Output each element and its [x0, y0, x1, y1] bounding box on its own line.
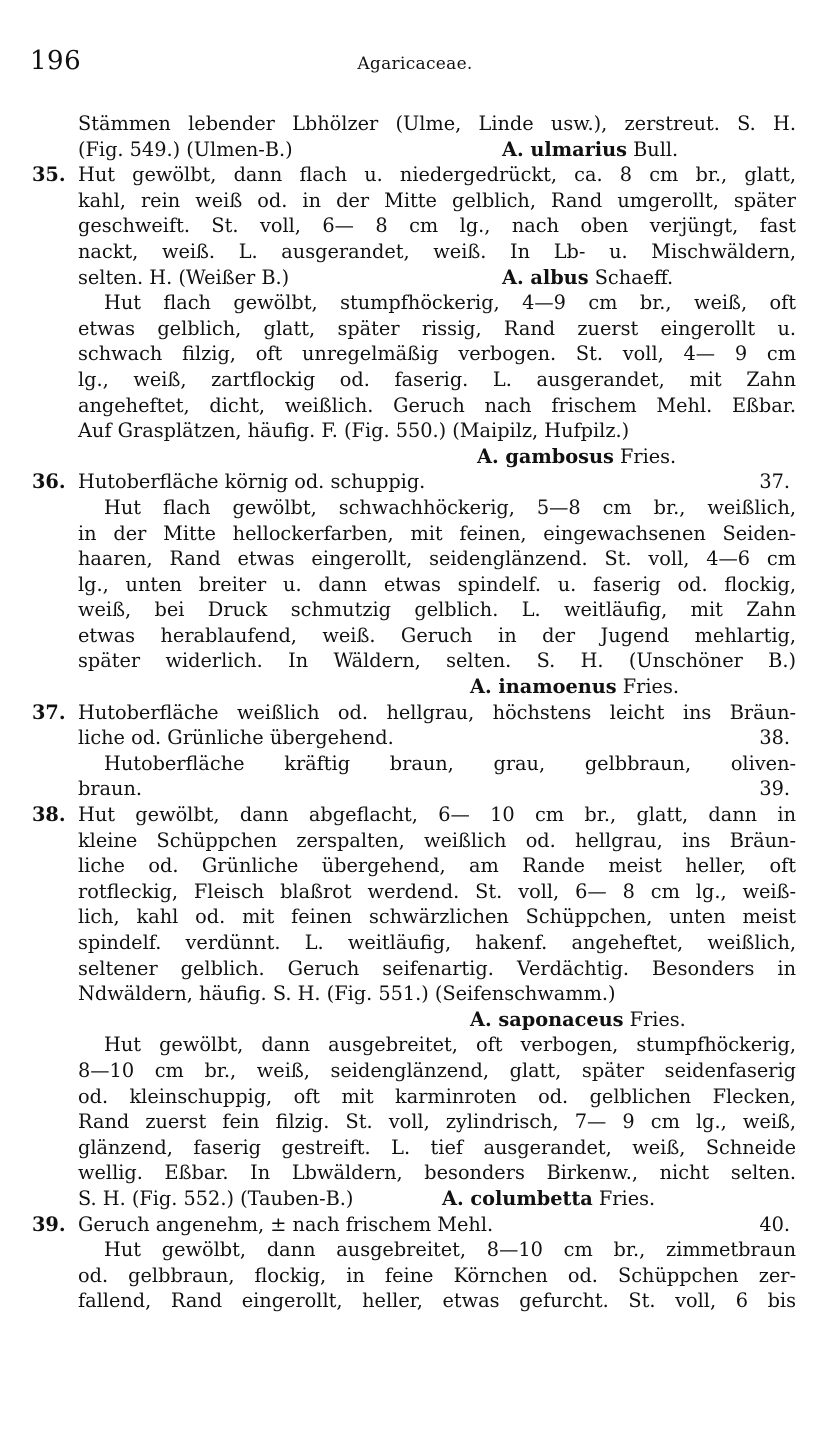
- line-text: Rand zuerst fein filzig. St. voll, zylindrisch, 7— 9 cm lg., weiß,: [78, 1110, 796, 1134]
- page-body: [32, 111, 796, 1314]
- line-text: rotfleckig, Fleisch blaßrot werdend. St. voll, 6— 8 cm lg., weiß-: [78, 879, 796, 903]
- running-title: Agaricaceae.: [357, 54, 473, 74]
- line-text: liche od. Grünliche übergehend.: [78, 726, 394, 750]
- line-text: geschweift. St. voll, 6— 8 cm lg., nach oben verjüngt, fast: [78, 214, 796, 238]
- text-line: [32, 137, 796, 163]
- line-text: angeheftet, dicht, weißlich. Geruch nach frischem Mehl. Eßbar.: [78, 393, 796, 417]
- line-text: Hut gewölbt, dann ausgebreitet, oft verbogen, stumpfhöckerig,: [104, 1033, 796, 1057]
- line-text: seltener gelblich. Geruch seifenartig. Verdächtig. Besonders in: [78, 956, 796, 980]
- page-number: 196: [30, 46, 82, 76]
- text-line: [32, 1263, 796, 1289]
- key-number: 39.: [32, 1212, 66, 1236]
- line-text: Stämmen lebender Lbhölzer (Ulme, Linde usw.), zerstreut. S. H.: [78, 112, 796, 135]
- species-binomial: A. columbetta: [442, 1186, 593, 1210]
- text-line: [32, 956, 796, 982]
- line-text: wellig. Eßbar. In Lbwäldern, besonders Birkenw., nicht selten.: [78, 1161, 796, 1185]
- species-binomial: A. albus: [502, 265, 589, 289]
- line-text: od. kleinschuppig, oft mit karminroten od. gelblichen Flecken,: [78, 1084, 796, 1108]
- species-binomial: A. inamoenus: [470, 675, 617, 699]
- key-entry-38: [32, 802, 796, 828]
- page-header: [30, 46, 800, 86]
- key-number: 35.: [32, 163, 66, 187]
- species-author: Fries.: [616, 675, 679, 699]
- species-author: Schaeff.: [588, 265, 674, 289]
- text-line: [32, 495, 796, 521]
- text-line: [32, 1186, 796, 1212]
- line-text: spindelf. verdünnt. L. weitläufig, hakenf. angeheftet, weißlich,: [78, 931, 796, 954]
- line-text: lg., unten breiter u. dann etwas spindelf. u. faserig od. flockig,: [78, 572, 796, 596]
- text-line: [32, 213, 796, 239]
- species-name: [470, 674, 679, 700]
- text-line: [32, 879, 796, 905]
- species-name: [470, 1007, 686, 1033]
- line-text: schwach filzig, oft unregelmäßig verbogen. St. voll, 4— 9 cm: [78, 342, 796, 366]
- text-line: [32, 367, 796, 393]
- line-text: haaren, Rand etwas eingerollt, seidenglänzend. St. voll, 4—6 cm: [78, 547, 796, 571]
- line-text: braun.: [78, 777, 143, 801]
- text-line: [32, 418, 796, 444]
- text-line: [32, 674, 796, 700]
- line-text: Hutoberfläche weißlich od. hellgrau, höchstens leicht ins Bräun-: [78, 700, 796, 724]
- line-text: Hutoberfläche kräftig braun, grau, gelbbraun, oliven-: [104, 751, 796, 775]
- line-text: liche od. Grünliche übergehend, am Rande meist heller, oft: [78, 854, 796, 878]
- line-text: Hut flach gewölbt, stumpfhöckerig, 4—9 cm br., weiß, oft: [104, 291, 796, 315]
- text-line: [32, 111, 796, 137]
- species-author: Fries.: [592, 1186, 656, 1210]
- key-reference: 40.: [759, 1212, 790, 1236]
- key-entry-36: [32, 469, 796, 495]
- text-line: [32, 239, 796, 265]
- line-text: fallend, Rand eingerollt, heller, etwas gefurcht. St. voll, 6 bis: [78, 1289, 796, 1313]
- text-line: [32, 444, 796, 470]
- species-author: Bull.: [626, 137, 679, 161]
- key-number: 36.: [32, 470, 66, 494]
- text-line: [32, 623, 796, 649]
- key-reference: 39.: [759, 777, 790, 801]
- line-text: Ndwäldern, häufig. S. H. (Fig. 551.) (Seifenschwamm.): [78, 982, 616, 1006]
- line-text: (Fig. 549.) (Ulmen-B.): [78, 137, 293, 161]
- text-line: [32, 521, 796, 547]
- text-line: [32, 904, 796, 930]
- text-line: [32, 1288, 796, 1314]
- text-line: [32, 546, 796, 572]
- line-text: lich, kahl od. mit feinen schwärzlichen Schüppchen, unten meist: [78, 905, 796, 929]
- text-line: [32, 1135, 796, 1161]
- text-line: [32, 188, 796, 214]
- key-reference: 38.: [759, 726, 790, 750]
- key-entry-35: [32, 162, 796, 188]
- species-author: Fries.: [623, 1007, 686, 1031]
- text-line: [32, 393, 796, 419]
- line-text: später widerlich. In Wäldern, selten. S. H. (Unschöner B.): [78, 649, 796, 673]
- line-text: od. gelbbraun, flockig, in feine Körnchen od. Schüppchen zer-: [78, 1263, 796, 1287]
- line-text: selten. H. (Weißer B.): [78, 265, 290, 289]
- species-name: [442, 1186, 655, 1212]
- line-text: etwas herablaufend, weiß. Geruch in der Jugend mehlartig,: [78, 623, 796, 647]
- text-line: [32, 930, 796, 956]
- text-line: [32, 981, 796, 1007]
- line-text: Hut flach gewölbt, schwachhöckerig, 5—8 cm br., weißlich,: [104, 495, 796, 519]
- text-line: [32, 290, 796, 316]
- text-line: [32, 751, 796, 777]
- key-number: 37.: [32, 700, 66, 724]
- line-text: weiß, bei Druck schmutzig gelblich. L. weitläufig, mit Zahn: [78, 598, 796, 622]
- line-text: lg., weiß, zartflockig od. faserig. L. ausgerandet, mit Zahn: [78, 367, 796, 391]
- line-text: Hut gewölbt, dann flach u. niedergedrückt, ca. 8 cm br., glatt,: [78, 163, 796, 187]
- text-line: [32, 1237, 796, 1263]
- text-line: [32, 1109, 796, 1135]
- text-line: [32, 1058, 796, 1084]
- line-text: Hut gewölbt, dann ausgebreitet, 8—10 cm br., zimmetbraun: [104, 1238, 796, 1262]
- text-line: [32, 1032, 796, 1058]
- text-line: [32, 776, 796, 802]
- species-name: [502, 265, 673, 291]
- species-binomial: A. saponaceus: [470, 1007, 624, 1031]
- text-line: [32, 828, 796, 854]
- text-line: [32, 725, 796, 751]
- key-entry-37: [32, 700, 796, 726]
- line-text: kleine Schüppchen zerspalten, weißlich od. hellgrau, ins Bräun-: [78, 828, 796, 852]
- line-text: Auf Grasplätzen, häufig. F. (Fig. 550.) (Maipilz, Hufpilz.): [78, 419, 630, 443]
- text-line: [32, 572, 796, 598]
- line-text: etwas gelblich, glatt, später rissig, Rand zuerst eingerollt u.: [78, 316, 796, 340]
- line-text: Hut gewölbt, dann abgeflacht, 6— 10 cm br., glatt, dann in: [78, 803, 796, 827]
- line-text: S. H. (Fig. 552.) (Tauben-B.): [78, 1186, 354, 1210]
- key-reference: 37.: [759, 470, 790, 494]
- text-line: [32, 1084, 796, 1110]
- line-text: Hutoberfläche körnig od. schuppig.: [78, 470, 426, 494]
- line-text: in der Mitte hellockerfarben, mit feinen, eingewachsenen Seiden-: [78, 521, 796, 545]
- line-text: 8—10 cm br., weiß, seidenglänzend, glatt, später seidenfaserig: [78, 1058, 796, 1082]
- line-text: glänzend, faserig gestreift. L. tief ausgerandet, weiß, Schneide: [78, 1135, 796, 1159]
- text-line: [32, 853, 796, 879]
- species-binomial: A. gambosus: [477, 444, 614, 468]
- text-line: [32, 316, 796, 342]
- text-line: [32, 597, 796, 623]
- text-line: [32, 265, 796, 291]
- text-line: [32, 1007, 796, 1033]
- species-name: [502, 137, 678, 163]
- species-name: [477, 444, 676, 470]
- key-number: 38.: [32, 803, 66, 827]
- species-author: Fries.: [613, 444, 677, 468]
- species-binomial: A. ulmarius: [502, 137, 627, 161]
- line-text: nackt, weiß. L. ausgerandet, weiß. In Lb- u. Mischwäldern,: [78, 239, 796, 263]
- text-line: [32, 341, 796, 367]
- text-line: [32, 648, 796, 674]
- key-entry-39: [32, 1212, 796, 1238]
- line-text: Geruch angenehm, ± nach frischem Mehl.: [78, 1212, 494, 1236]
- text-line: [32, 1160, 796, 1186]
- line-text: kahl, rein weiß od. in der Mitte gelblich, Rand umgerollt, später: [78, 188, 796, 212]
